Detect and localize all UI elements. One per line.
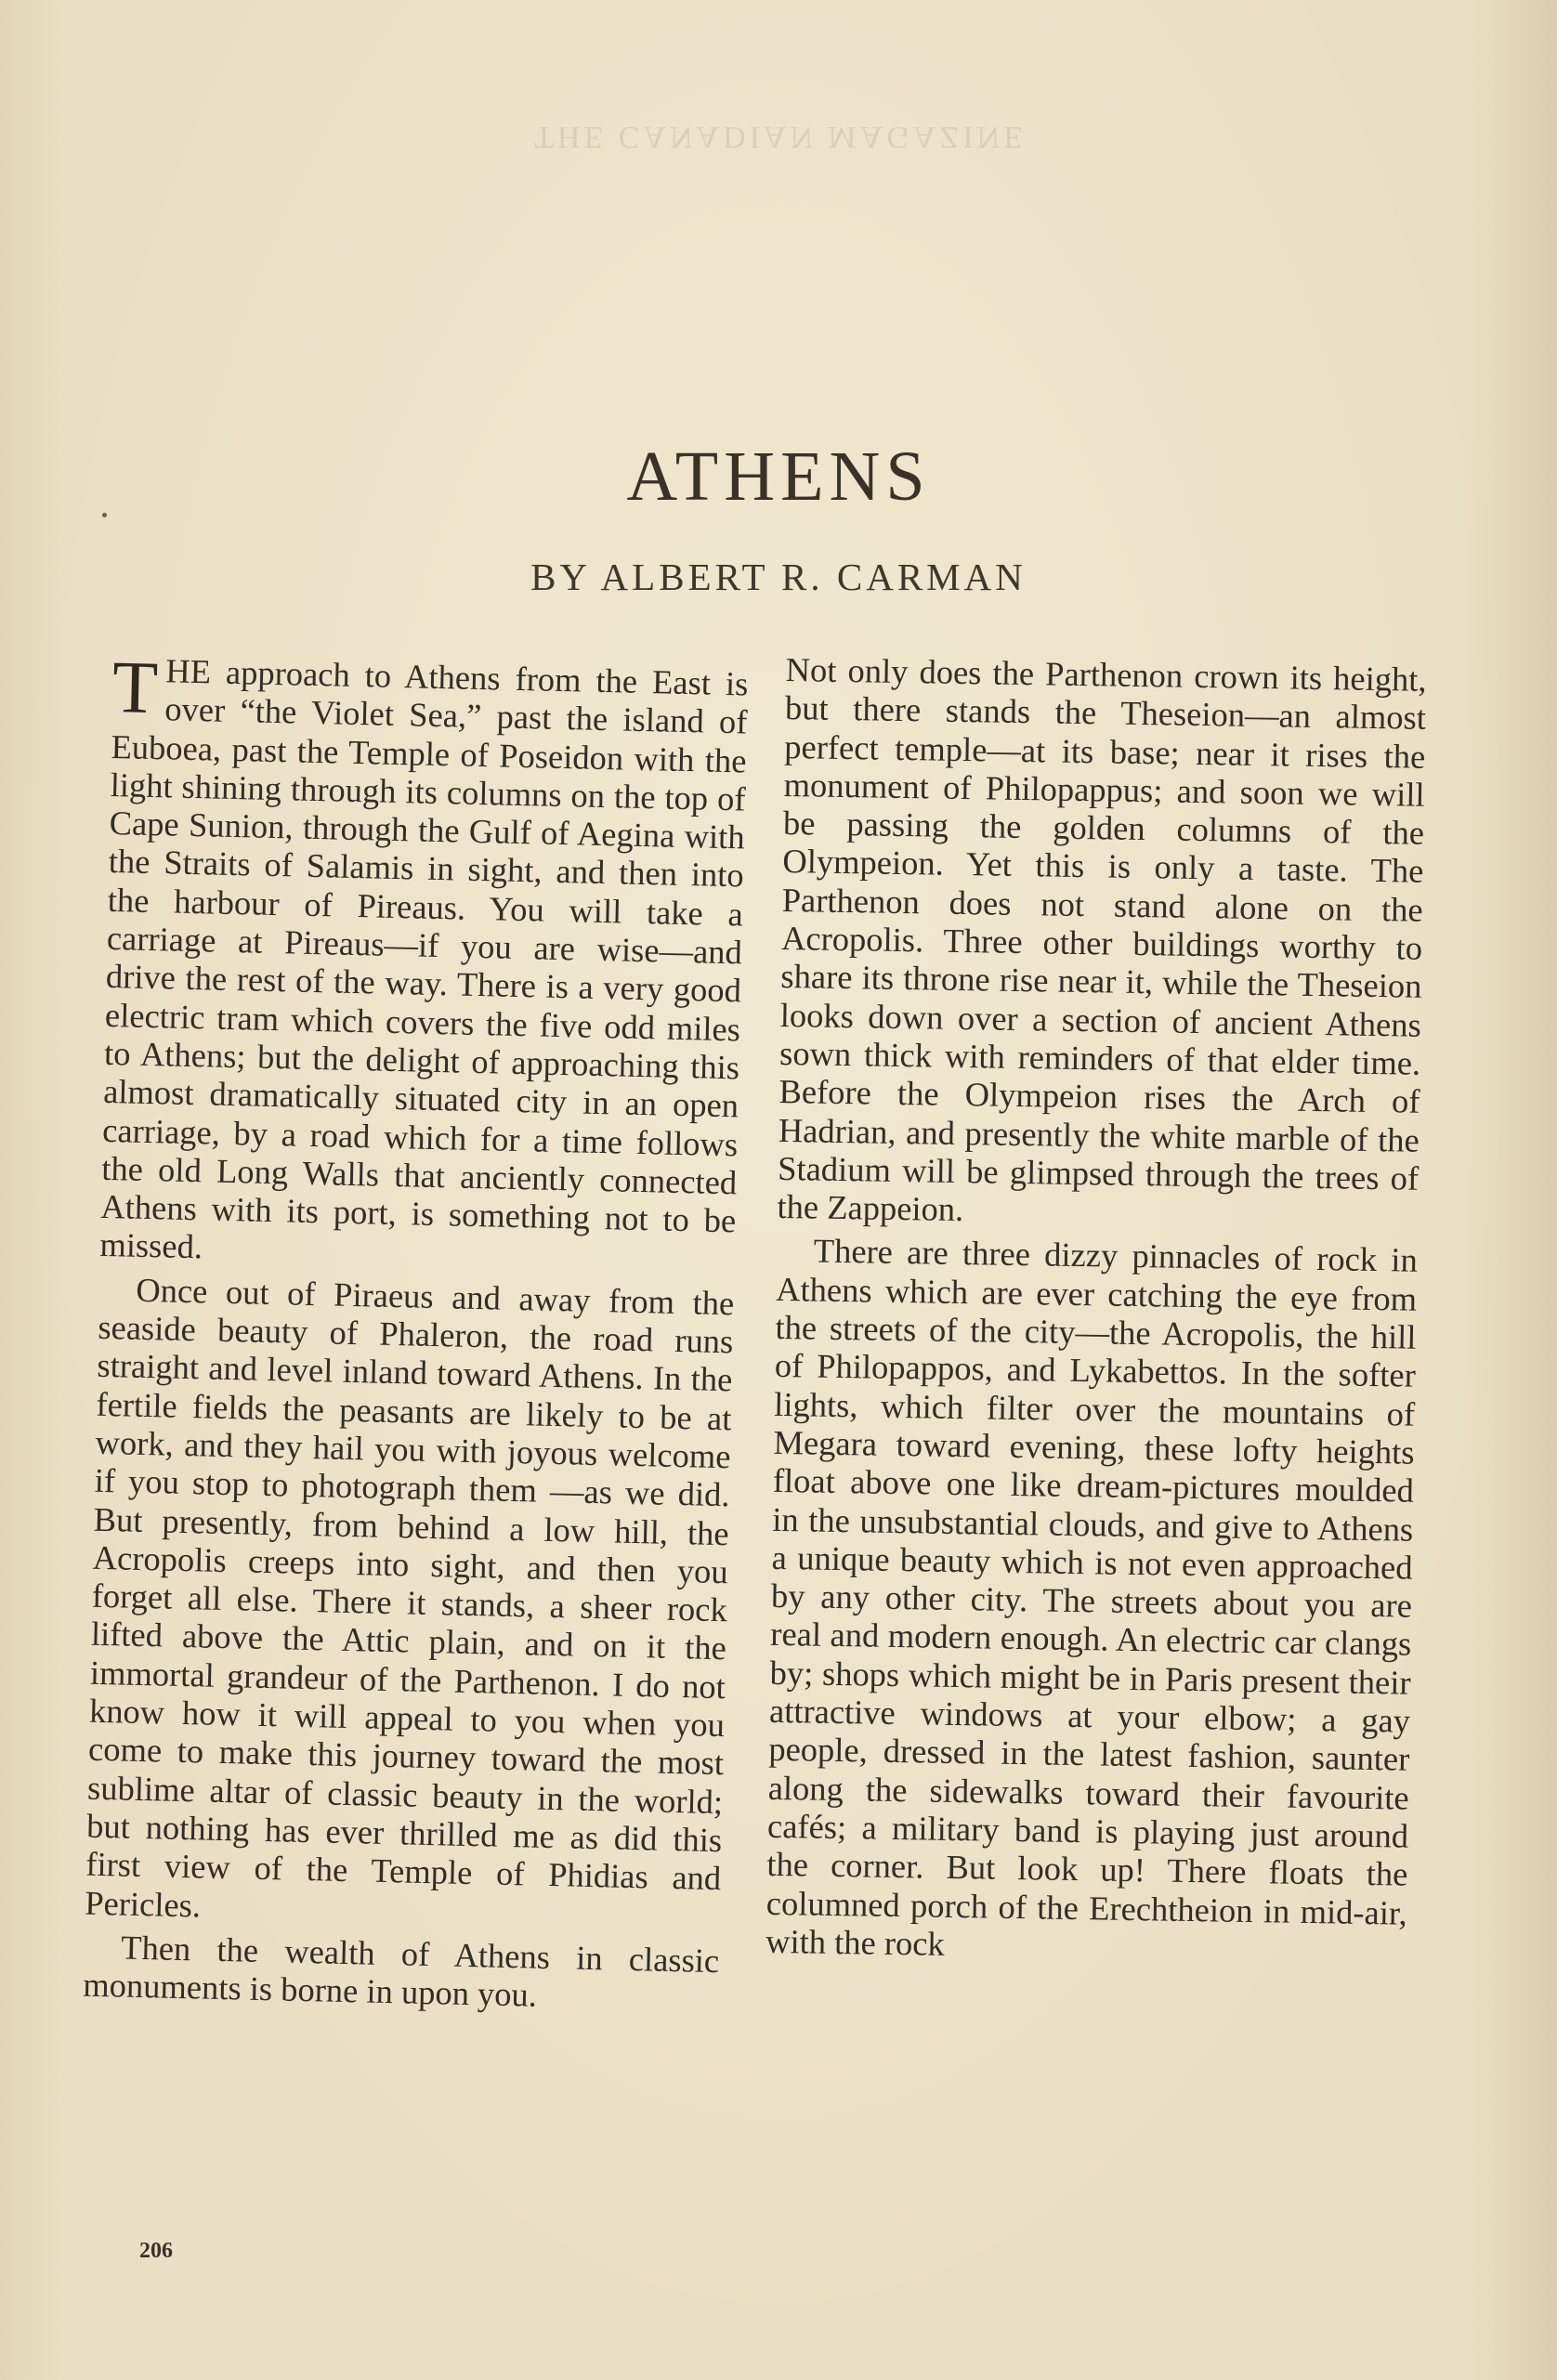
article-title: ATHENS [626, 438, 931, 516]
paragraph: Not only does the Parthenon crown its height, but there stands the Theseion—an almost perfect temple—at its base; near it rises the monument of Philopappus; and soon we will be passing the golden columns of the Olympeion. Yet this is only a taste. The Parthenon does not stand alone on the Acropolis. Three other buildings worthy to share its throne rise near it, while the Theseion looks down over a section of ancient Athens sown thick with reminders of that elder time. Before the Olympeion rises the Arch of Hadrian, and presently the white marble of the Stadium will be glimpsed through the trees of the Zappeion. [777, 650, 1427, 1229]
right-column [765, 650, 1427, 1970]
show-through-header: THE CANADIAN MAGAZINE [534, 120, 1027, 154]
article-byline: BY ALBERT R. CARMAN [530, 556, 1027, 598]
paragraph-text: HE approach to Athens from the East is over “the Violet Sea,” past the island of Euboea, past the Temple of Poseidon with the light shining through its columns on the top of Cape Sunion, through the Gulf of Aegina with the Straits of Salamis in sight, and then into the harbour of Pireaus. You will take a carriage at Pireaus—if you are wise—and drive the rest of the way. There is a very good electric tram which covers the five odd miles to Athens; but the delight of approaching this almost dramatically situated city in an open carriage, by a road which for a time follows the old Long Walls that anciently connected Athens with its port, is something not to be missed. [99, 651, 749, 1266]
paragraph: There are three dizzy pinnacles of rock in Athens which are ever catching the eye from the streets of the city—the Acropolis, the hill of Philopappos, and Lykabettos. In the softer lights, which filter over the mountains of Megara toward evening, these lofty heights float above one like dream-pictures moulded in the unsubstantial clouds, and give to Athens a unique beauty which is not even approached by any other city. The streets about you are real and modern enough. An electric car clangs by; shops which might be in Paris present their attractive windows at your elbow; a gay people, dressed in the latest fashion, saunter along the sidewalks toward their favourite cafés; a military band is playing just around the corner. But look up! There floats the columned porch of the Erechtheion in mid-air, with the rock [765, 1232, 1419, 1963]
drop-cap: T [111, 647, 159, 730]
paragraph: Then the wealth of Athens in classic monuments is borne in upon you. [82, 1928, 720, 2014]
left-column [82, 647, 749, 2019]
paragraph: Once out of Piraeus and away from the seaside beauty of Phaleron, the road runs straight and level inland toward Athens. In the fertile fields the peasants are likely to be at work, and they hail you with joyous welcome if you stop to photograph them —as we did. But presently, from behind a low hill, the Acropolis creeps into sight, and then you forget all else. There it stands, a sheer rock lifted above the Attic plain, and on it the immortal grandeur of the Parthenon. I do not know how it will appeal to you when you come to make this journey toward the most sublime altar of classic beauty in the world; but nothing has ever thrilled me as did this first view of the Temple of Phidias and Pericles. [84, 1270, 735, 1924]
paragraph [99, 647, 749, 1278]
page-number: 206 [139, 2239, 173, 2263]
